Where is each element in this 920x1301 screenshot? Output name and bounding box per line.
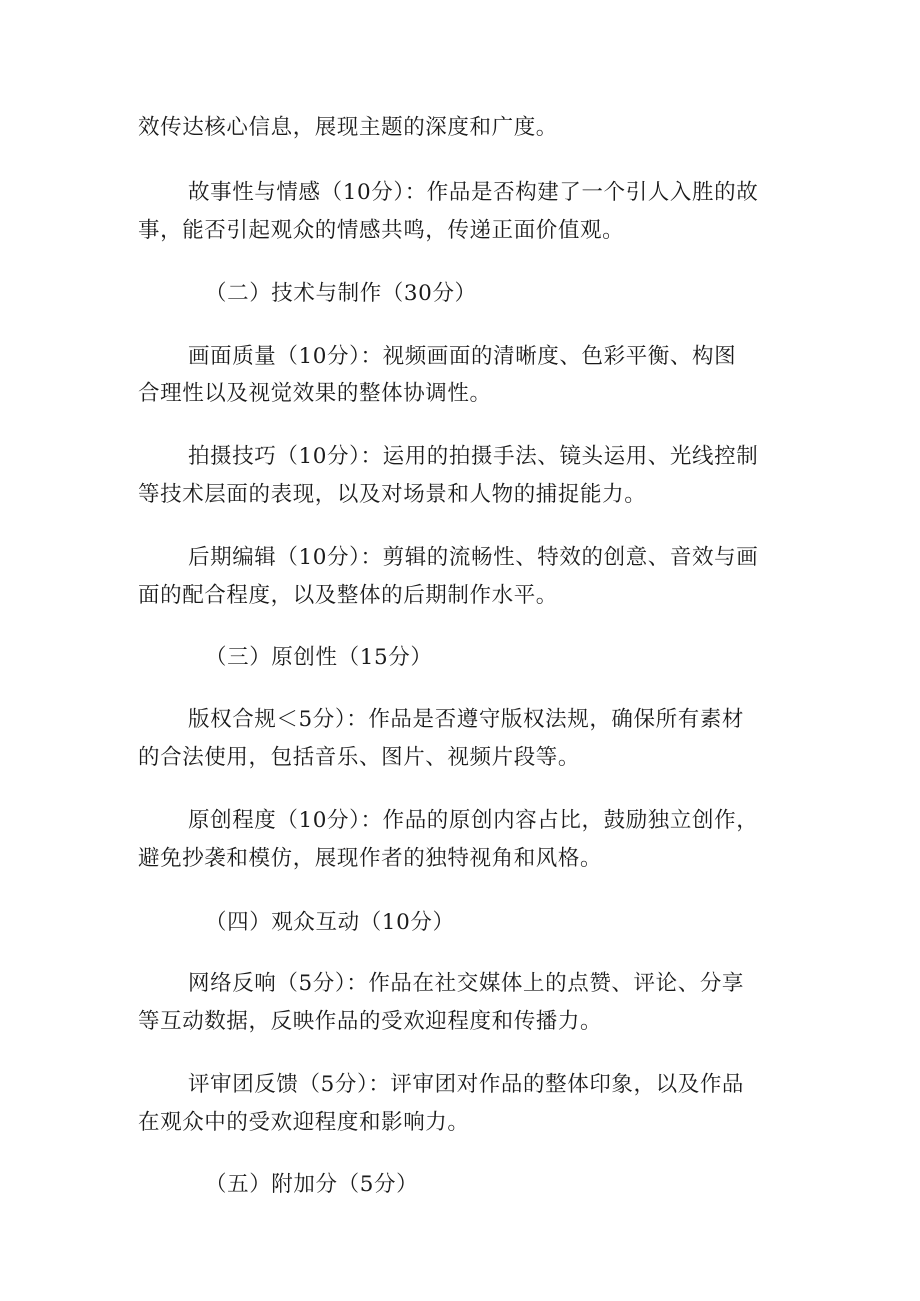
paragraph-line: 版权合规＜5分）：作品是否遵守版权法规，确保所有素材 xyxy=(188,707,745,732)
paragraph-line: 网络反响（5分）：作品在社交媒体上的点赞、评论、分享 xyxy=(188,971,745,996)
paragraph-line: 后期编辑（10分）：剪辑的流畅性、特效的创意、音效与画 xyxy=(188,545,759,570)
paragraph-line: 事，能否引起观众的情感共鸣，传递正面价值观。 xyxy=(138,218,625,243)
paragraph-line: 在观众中的受欢迎程度和影响力。 xyxy=(138,1110,470,1135)
section-heading: （二）技术与制作（30分） xyxy=(205,281,477,306)
paragraph-line: 合理性以及视觉效果的整体协调性。 xyxy=(138,381,492,406)
paragraph-line: 拍摄技巧（10分）：运用的拍摄手法、镜头运用、光线控制 xyxy=(188,444,759,469)
paragraph-line: 等技术层面的表现，以及对场景和人物的捕捉能力。 xyxy=(138,482,647,507)
paragraph-line: 效传达核心信息，展现主题的深度和广度。 xyxy=(138,115,558,140)
section-heading: （五）附加分（5分） xyxy=(205,1172,419,1197)
paragraph-line: 画面质量（10分）：视频画面的清晰度、色彩平衡、构图 xyxy=(188,344,737,369)
paragraph-line: 故事性与情感（10分）：作品是否构建了一个引人入胜的故 xyxy=(188,180,759,205)
paragraph-line: 面的配合程度，以及整体的后期制作水平。 xyxy=(138,583,558,608)
paragraph-line: 的合法使用，包括音乐、图片、视频片段等。 xyxy=(138,745,581,770)
paragraph-line: 评审团反馈（5分）：评审团对作品的整体印象，以及作品 xyxy=(188,1072,745,1097)
section-heading: （三）原创性（15分） xyxy=(205,645,433,670)
paragraph-line: 避免抄袭和模仿，展现作者的独特视角和风格。 xyxy=(138,846,603,871)
paragraph-line: 原创程度（10分）：作品的原创内容占比，鼓励独立创作， xyxy=(188,808,759,833)
section-heading: （四）观众互动（10分） xyxy=(205,910,455,935)
paragraph-line: 等互动数据，反映作品的受欢迎程度和传播力。 xyxy=(138,1009,603,1034)
